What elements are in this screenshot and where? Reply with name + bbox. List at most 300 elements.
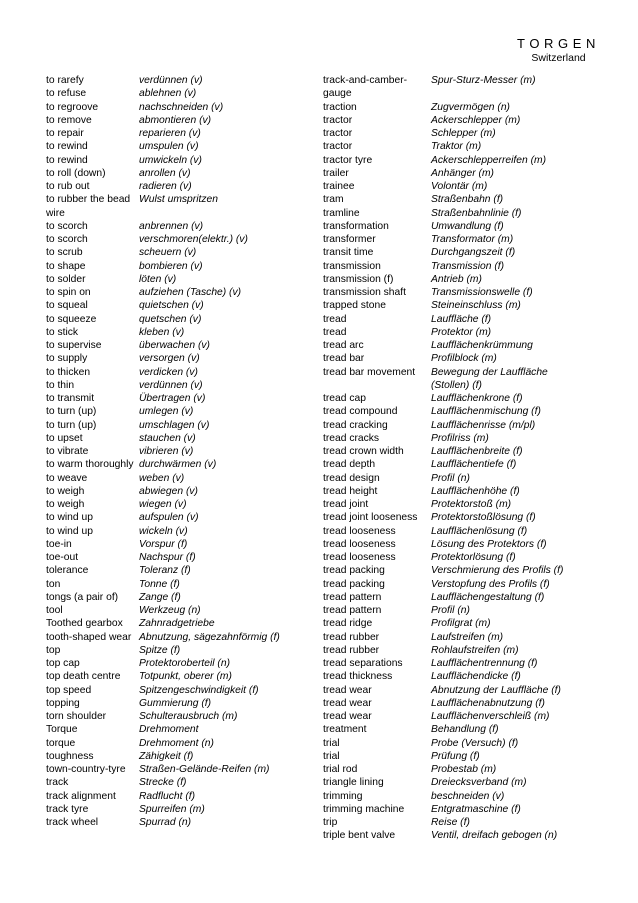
german-translation: verdicken (v): [139, 366, 198, 378]
glossary-entry: [46, 339, 306, 352]
english-term: tread bar: [323, 353, 365, 365]
german-translation: bombieren (v): [139, 260, 203, 272]
german-translation: durchwärmen (v): [139, 459, 217, 471]
glossary-entry: [323, 723, 623, 736]
english-term: tread looseness: [323, 525, 396, 537]
english-term: to scrub: [46, 247, 83, 259]
glossary-entry: [323, 750, 623, 763]
english-term: tread ridge: [323, 618, 373, 630]
english-term: tread wear: [323, 711, 372, 722]
glossary-entry: [323, 511, 623, 524]
english-term: tractor: [323, 141, 353, 153]
glossary-entry: [46, 644, 306, 657]
glossary-entry: [46, 803, 306, 816]
english-term: tread joint looseness: [323, 512, 418, 524]
english-term: transformation: [323, 220, 389, 232]
german-translation: stauchen (v): [139, 432, 196, 444]
german-translation: Transmission (f): [431, 260, 505, 272]
glossary-entry: [323, 816, 623, 829]
german-translation: Anhänger (m): [431, 167, 494, 179]
glossary-entry: [46, 405, 306, 418]
glossary-entry: [46, 366, 306, 379]
german-translation: Profilgrat (m): [431, 618, 491, 630]
german-translation: Volontär (m): [431, 181, 488, 192]
glossary-column-right: [323, 74, 623, 843]
english-term: to solder: [46, 273, 86, 285]
english-term: ton: [46, 578, 61, 590]
brand-name: TORGEN: [517, 36, 600, 51]
english-term: transit time: [323, 247, 374, 259]
english-term: to refuse: [46, 88, 87, 100]
english-term: to remove: [46, 114, 92, 126]
glossary-entry: [46, 246, 306, 259]
german-translation: radieren (v): [139, 181, 192, 192]
german-translation: Steineinschluss (m): [431, 300, 521, 312]
german-translation: Umwandlung (f): [431, 220, 504, 232]
glossary-entry: [323, 485, 623, 498]
brand-header: [517, 36, 600, 65]
english-term: Torque: [46, 724, 78, 736]
english-term: tread rubber: [323, 631, 380, 643]
english-term: top death centre: [46, 671, 121, 683]
glossary-entry: [46, 737, 306, 750]
german-translation: Drehmoment (n): [139, 737, 214, 749]
german-translation: Laufflächenkrümmung: [431, 340, 533, 351]
english-term: top cap: [46, 658, 80, 669]
english-term: to wind up: [46, 512, 93, 524]
german-translation: überwachen (v): [139, 340, 210, 351]
glossary-entry: [323, 697, 623, 710]
german-translation: Tonne (f): [139, 578, 180, 590]
glossary-entry: [323, 657, 623, 670]
german-translation: Laufflächenrisse (m/pl): [431, 419, 536, 431]
glossary-entry: [46, 260, 306, 273]
english-term: tread thickness: [323, 671, 393, 683]
glossary-entry: [323, 127, 623, 140]
glossary-entry: [46, 511, 306, 524]
glossary-entry: [46, 233, 306, 246]
english-term: torque: [46, 737, 76, 749]
glossary-entry: [323, 313, 623, 326]
glossary-entry: [323, 763, 623, 776]
german-translation: Spitzengeschwindigkeit (f): [139, 684, 259, 696]
german-translation: Dreiecksverband (m): [431, 777, 527, 789]
german-translation: Vorspur (f): [139, 538, 188, 550]
glossary-entry: [323, 432, 623, 445]
german-translation: umschlagen (v): [139, 419, 210, 431]
glossary-entry: [323, 525, 623, 538]
english-term: tread: [323, 326, 347, 338]
english-term: tread wear: [323, 684, 372, 696]
glossary-entry: [323, 670, 623, 683]
english-term: to vibrate: [46, 446, 89, 457]
german-translation: Werkzeug (n): [139, 605, 201, 616]
english-term: to weave: [46, 472, 88, 484]
german-translation: Schulterausbruch (m): [139, 711, 238, 722]
glossary-entry: [46, 286, 306, 299]
glossary-entry: [323, 710, 623, 723]
glossary-entry: [46, 816, 306, 829]
glossary-entry: [323, 803, 623, 816]
german-translation: Abnutzung, sägezahnförmig (f): [139, 631, 280, 643]
english-term: track-and-camber-gauge: [323, 75, 408, 100]
glossary-entry: [46, 432, 306, 445]
german-translation: versorgen (v): [139, 353, 200, 365]
glossary-entry: [46, 551, 306, 564]
english-term: to thicken: [46, 366, 91, 378]
english-term: toughness: [46, 750, 94, 762]
glossary-entry: [323, 220, 623, 233]
glossary-entry: [46, 723, 306, 736]
english-term: to rub out: [46, 181, 90, 192]
english-term: track: [46, 777, 69, 789]
english-term: tread packing: [323, 565, 385, 577]
glossary-entry: [46, 498, 306, 511]
glossary-entry: [46, 670, 306, 683]
glossary-entry: [46, 140, 306, 153]
german-translation: Profilriss (m): [431, 432, 489, 444]
english-term: transmission: [323, 260, 381, 272]
german-translation: abmontieren (v): [139, 114, 212, 126]
german-translation: Laufflächenkrone (f): [431, 393, 523, 404]
english-term: tractor: [323, 128, 353, 139]
english-term: trial: [323, 737, 340, 749]
english-term: to shape: [46, 260, 86, 272]
english-term: tread cap: [323, 393, 366, 404]
english-term: toe-in: [46, 538, 72, 550]
glossary-entry: [323, 551, 623, 564]
english-term: to rewind: [46, 141, 88, 153]
english-term: to rewind: [46, 154, 88, 166]
english-term: transmission shaft: [323, 287, 406, 298]
english-term: Toothed gearbox: [46, 618, 123, 630]
german-translation: löten (v): [139, 273, 177, 285]
english-term: tractor: [323, 114, 353, 126]
glossary-entry: [46, 578, 306, 591]
glossary-entry: [323, 829, 623, 842]
glossary-entry: [46, 485, 306, 498]
german-translation: reparieren (v): [139, 128, 201, 139]
english-term: traction: [323, 101, 357, 113]
glossary-entry: [46, 710, 306, 723]
glossary-entry: [46, 763, 306, 776]
english-term: tread pattern: [323, 591, 382, 603]
german-translation: nachschneiden (v): [139, 101, 224, 113]
english-term: to repair: [46, 128, 84, 139]
glossary-entry: [46, 631, 306, 644]
german-translation: Zange (f): [139, 591, 181, 603]
english-term: to regroove: [46, 101, 99, 113]
german-translation: Spur-Sturz-Messer (m): [431, 75, 536, 86]
german-translation: Nachspur (f): [139, 552, 196, 563]
english-term: tread packing: [323, 578, 385, 590]
english-term: trailer: [323, 167, 349, 179]
glossary-entry: [323, 180, 623, 193]
glossary-entry: [46, 776, 306, 789]
english-term: top: [46, 644, 61, 656]
english-term: to upset: [46, 432, 83, 444]
glossary-entry: [323, 498, 623, 511]
german-translation: Behandlung (f): [431, 724, 499, 736]
english-term: tread design: [323, 472, 380, 484]
english-term: tread pattern: [323, 605, 382, 616]
glossary-entry: [46, 604, 306, 617]
english-term: tractor tyre: [323, 154, 373, 166]
glossary-entry: [323, 564, 623, 577]
english-term: tram: [323, 194, 344, 206]
glossary-entry: [323, 405, 623, 418]
glossary-entry: [323, 233, 623, 246]
english-term: track wheel: [46, 817, 99, 828]
german-translation: Laufflächengestaltung (f): [431, 591, 545, 603]
glossary-entry: [323, 737, 623, 750]
english-term: transformer: [323, 234, 376, 245]
glossary-entry: [323, 604, 623, 617]
english-term: triple bent valve: [323, 830, 396, 842]
glossary-entry: [46, 87, 306, 100]
english-term: tool: [46, 605, 63, 616]
glossary-entry: [46, 299, 306, 312]
german-translation: Radflucht (f): [139, 790, 196, 802]
german-translation: anbrennen (v): [139, 220, 204, 232]
glossary-entry: [46, 684, 306, 697]
glossary-entry: [46, 525, 306, 538]
english-term: topping: [46, 697, 80, 709]
glossary-entry: [46, 538, 306, 551]
german-translation: Straßenbahnlinie (f): [431, 207, 522, 219]
german-translation: Drehmoment: [139, 724, 199, 736]
german-translation: Profil (n): [431, 472, 470, 484]
english-term: tread depth: [323, 459, 376, 471]
glossary-entry: [46, 114, 306, 127]
german-translation: aufziehen (Tasche) (v): [139, 287, 242, 298]
glossary-column-left: [46, 74, 306, 829]
german-translation: kleben (v): [139, 326, 185, 338]
glossary-entry: [323, 326, 623, 339]
german-translation: Lösung des Protektors (f): [431, 538, 547, 550]
english-term: to thin: [46, 379, 75, 391]
glossary-entry: [323, 193, 623, 206]
english-term: tread crown width: [323, 446, 404, 457]
german-translation: Laufflächendicke (f): [431, 671, 521, 683]
german-translation: Protektoroberteil (n): [139, 658, 230, 669]
german-translation: Laufflächenabnutzung (f): [431, 697, 545, 709]
german-translation: Wulst umspritzen: [139, 194, 218, 206]
english-term: trimming machine: [323, 803, 405, 815]
english-term: tread compound: [323, 406, 398, 418]
english-term: to weigh: [46, 499, 85, 510]
glossary-entry: [323, 154, 623, 167]
english-term: to squeeze: [46, 313, 97, 325]
german-translation: Toleranz (f): [139, 565, 191, 577]
english-term: tread wear: [323, 697, 372, 709]
german-translation: beschneiden (v): [431, 790, 505, 802]
german-translation: Spitze (f): [139, 644, 181, 656]
glossary-entry: [323, 260, 623, 273]
english-term: trapped stone: [323, 300, 386, 312]
german-translation: Protektorstoßlösung (f): [431, 512, 536, 524]
german-translation: Prüfung (f): [431, 750, 480, 762]
german-translation: Totpunkt, oberer (m): [139, 671, 232, 683]
glossary-entry: [323, 578, 623, 591]
german-translation: aufspulen (v): [139, 512, 199, 524]
glossary-entry: [323, 472, 623, 485]
glossary-entry: [46, 379, 306, 392]
english-term: to supervise: [46, 340, 102, 351]
german-translation: Laufflächenmischung (f): [431, 406, 541, 418]
glossary-entry: [46, 193, 306, 220]
english-term: tread separations: [323, 658, 403, 669]
german-translation: Laufflächentiefe (f): [431, 459, 517, 471]
glossary-entry: [323, 299, 623, 312]
english-term: to supply: [46, 353, 88, 365]
glossary-entry: [323, 273, 623, 286]
german-translation: Abnutzung der Lauffläche (f): [431, 684, 561, 696]
glossary-entry: [323, 445, 623, 458]
glossary-entry: [323, 631, 623, 644]
english-term: tread joint: [323, 499, 369, 510]
german-translation: Zahnradgetriebe: [139, 618, 215, 630]
english-term: tread looseness: [323, 538, 396, 550]
german-translation: Reise (f): [431, 817, 470, 828]
english-term: trial rod: [323, 764, 358, 775]
glossary-entry: [46, 101, 306, 114]
glossary-entry: [323, 207, 623, 220]
german-translation: umwickeln (v): [139, 154, 202, 166]
glossary-entry: [323, 339, 623, 352]
glossary-entry: [46, 591, 306, 604]
english-term: town-country-tyre: [46, 764, 126, 775]
glossary-entry: [46, 74, 306, 87]
english-term: to wind up: [46, 525, 93, 537]
glossary-entry: [46, 220, 306, 233]
german-translation: Laufflächenlösung (f): [431, 525, 528, 537]
german-translation: Protektorlösung (f): [431, 552, 516, 563]
german-translation: Strecke (f): [139, 777, 187, 789]
glossary-entry: [46, 352, 306, 365]
glossary-entry: [46, 273, 306, 286]
glossary-entry: [323, 776, 623, 789]
german-translation: Zähigkeit (f): [139, 750, 194, 762]
glossary-entry: [46, 657, 306, 670]
english-term: to spin on: [46, 287, 91, 298]
glossary-entry: [323, 790, 623, 803]
english-term: tread: [323, 313, 347, 325]
glossary-entry: [46, 617, 306, 630]
english-term: to rubber the bead wire: [46, 194, 131, 219]
german-translation: Schlepper (m): [431, 128, 496, 139]
glossary-entry: [323, 591, 623, 604]
english-term: to transmit: [46, 393, 95, 404]
german-translation: Straßenbahn (f): [431, 194, 504, 206]
german-translation: Laufflächenbreite (f): [431, 446, 523, 457]
english-term: tread cracks: [323, 432, 380, 444]
glossary-entry: [46, 564, 306, 577]
german-translation: weben (v): [139, 472, 185, 484]
german-translation: Straßen-Gelände-Reifen (m): [139, 764, 270, 775]
german-translation: wiegen (v): [139, 499, 187, 510]
english-term: trainee: [323, 181, 355, 192]
english-term: to scorch: [46, 220, 88, 232]
german-translation: Transformator (m): [431, 234, 514, 245]
glossary-entry: [323, 286, 623, 299]
glossary-entry: [323, 74, 623, 101]
glossary-entry: [323, 246, 623, 259]
german-translation: Probe (Versuch) (f): [431, 737, 519, 749]
german-translation: Spurrad (n): [139, 817, 192, 828]
english-term: to turn (up): [46, 406, 97, 418]
german-translation: Lauffläche (f): [431, 313, 492, 325]
german-translation: Antrieb (m): [431, 273, 482, 285]
german-translation: Traktor (m): [431, 141, 482, 153]
english-term: tongs (a pair of): [46, 591, 119, 603]
english-term: tread arc: [323, 340, 364, 351]
english-term: trip: [323, 817, 338, 828]
glossary-entry: [46, 790, 306, 803]
glossary-entry: [323, 366, 623, 393]
english-term: tramline: [323, 207, 360, 219]
glossary-entry: [46, 472, 306, 485]
german-translation: Laufflächentrennung (f): [431, 658, 538, 669]
german-translation: Protektorstoß (m): [431, 499, 512, 510]
german-translation: quetschen (v): [139, 313, 202, 325]
german-translation: verdünnen (v): [139, 379, 203, 391]
german-translation: umlegen (v): [139, 406, 194, 418]
glossary-entry: [323, 101, 623, 114]
english-term: transmission (f): [323, 273, 394, 285]
english-term: to turn (up): [46, 419, 97, 431]
glossary-entry: [46, 392, 306, 405]
glossary-entry: [323, 352, 623, 365]
english-term: top speed: [46, 684, 92, 696]
german-translation: quietschen (v): [139, 300, 204, 312]
glossary-entry: [46, 458, 306, 471]
brand-subtitle: Switzerland: [531, 52, 586, 64]
glossary-entry: [46, 127, 306, 140]
glossary-entry: [323, 167, 623, 180]
german-translation: Übertragen (v): [139, 393, 206, 404]
glossary-entry: [323, 458, 623, 471]
glossary-entry: [46, 180, 306, 193]
german-translation: ablehnen (v): [139, 88, 197, 100]
glossary-entry: [46, 167, 306, 180]
german-translation: umspulen (v): [139, 141, 199, 153]
german-translation: Transmissionswelle (f): [431, 287, 533, 298]
german-translation: verdünnen (v): [139, 75, 203, 86]
german-translation: Laufstreifen (m): [431, 631, 504, 643]
english-term: to weigh: [46, 485, 85, 497]
english-term: track alignment: [46, 790, 116, 802]
german-translation: Ventil, dreifach gebogen (n): [431, 830, 558, 842]
german-translation: Protektor (m): [431, 326, 492, 338]
german-translation: Entgratmaschine (f): [431, 803, 521, 815]
glossary-entry: [46, 750, 306, 763]
english-term: to scorch: [46, 234, 88, 245]
glossary-entry: [323, 114, 623, 127]
german-translation: Ackerschlepperreifen (m): [431, 154, 547, 166]
english-term: tread cracking: [323, 419, 388, 431]
english-term: tread rubber: [323, 644, 380, 656]
english-term: triangle lining: [323, 777, 384, 789]
glossary-entry: [46, 419, 306, 432]
english-term: toe-out: [46, 552, 79, 563]
glossary-entry: [46, 445, 306, 458]
german-translation: Verschmierung des Profils (f): [431, 565, 564, 577]
german-translation: abwiegen (v): [139, 485, 198, 497]
english-term: track tyre: [46, 803, 89, 815]
english-term: tread looseness: [323, 552, 396, 563]
german-translation: Profilblock (m): [431, 353, 497, 365]
